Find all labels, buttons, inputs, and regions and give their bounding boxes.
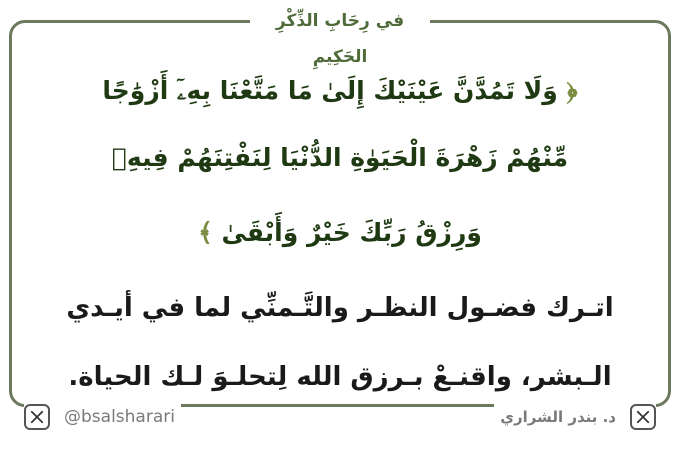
page-title: في رِحَابِ الذِّكْرِ الحَكِيمِ [250, 3, 430, 39]
footer-author-group [494, 402, 656, 432]
verse-line-3 [30, 208, 650, 258]
twitter-handle[interactable]: @bsalsharari [64, 407, 175, 427]
verse-text-1: وَلَا تَمُدَّنَّ عَيْنَيْكَ إِلَىٰ مَا مَتَّعْنَا بِهِۦٓ أَزْوَٰجًا [102, 76, 558, 105]
verse-line-2: مِّنْهُمْ زَهْرَةَ الْحَيَوٰةِ الدُّنْيَا لِنَفْتِنَهُمْ فِيهِۚ [111, 143, 569, 172]
commentary-line-2: الـبشر، واقنـعْ بـرزق الله لِتحلـوَ لـك الحياة. [68, 362, 612, 392]
footer-handle-group [24, 402, 181, 432]
x-logo-icon[interactable] [630, 404, 656, 430]
x-logo-glyph [30, 410, 44, 424]
verse-close-bracket: ﴾ [198, 218, 213, 247]
verse-open-bracket: ﴿ [566, 76, 578, 105]
author-name: د. بندر الشراري [500, 408, 616, 426]
verse-text-3: وَرِزْقُ رَبِّكَ خَيْرٌ وَأَبْقَىٰ [221, 218, 482, 247]
x-logo-glyph [636, 410, 650, 424]
x-logo-icon[interactable] [24, 404, 50, 430]
commentary-line-1: اتـرك فضـول النظـر والتَّـمنِّي لما في أيـدي [66, 293, 614, 323]
verse-line-1 [30, 66, 650, 116]
